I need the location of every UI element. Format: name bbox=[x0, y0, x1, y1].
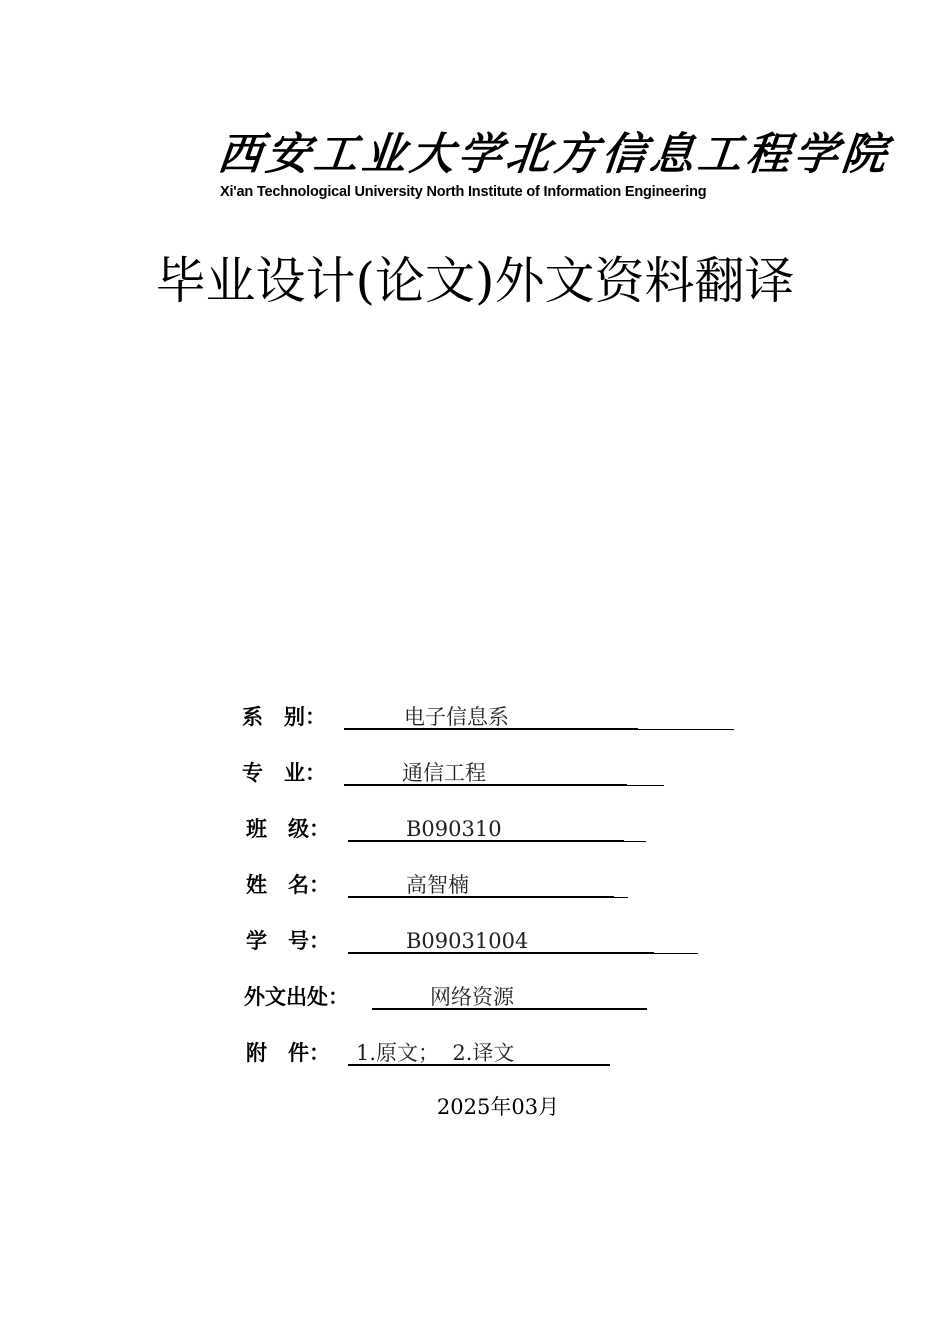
field-value-class: B090310 bbox=[406, 817, 502, 841]
field-underline-department bbox=[344, 728, 638, 730]
field-value-student-id: B09031004 bbox=[406, 929, 529, 953]
document-title: 毕业设计(论文)外文资料翻译 bbox=[155, 252, 795, 310]
field-row-source bbox=[244, 981, 744, 1013]
field-label-major: 专 业： bbox=[242, 761, 326, 785]
field-row-major bbox=[242, 757, 742, 789]
logo-english-text: Xi'an Technological University North Institute of Information Engineering bbox=[220, 184, 707, 200]
field-label-department: 系 别： bbox=[242, 705, 326, 729]
field-underline-extension-major bbox=[627, 785, 664, 786]
field-underline-extension-class bbox=[624, 841, 646, 842]
field-label-class: 班 级： bbox=[246, 817, 330, 841]
field-underline-class bbox=[348, 840, 624, 842]
field-value-department: 电子信息系 bbox=[404, 705, 509, 729]
field-row-department bbox=[242, 701, 742, 733]
field-row-name bbox=[246, 869, 746, 901]
field-label-attachment: 附 件： bbox=[246, 1041, 330, 1065]
document-date: 2025年03月 bbox=[436, 1095, 560, 1119]
field-value-name: 高智楠 bbox=[406, 873, 469, 897]
field-underline-name bbox=[348, 896, 614, 898]
field-underline-major bbox=[344, 784, 627, 786]
field-value-major: 通信工程 bbox=[402, 761, 486, 785]
field-underline-student-id bbox=[348, 952, 654, 954]
field-label-name: 姓 名： bbox=[246, 873, 330, 897]
field-underline-extension-student-id bbox=[654, 953, 698, 954]
field-label-student-id: 学 号： bbox=[246, 929, 330, 953]
field-underline-extension-department bbox=[638, 729, 734, 730]
field-underline-source bbox=[372, 1008, 647, 1010]
logo-calligraphy-text: 西安工业大学北方信息工程学院 bbox=[215, 129, 893, 180]
field-value-attachment: 1.原文； 2.译文 bbox=[356, 1041, 515, 1065]
school-logo bbox=[215, 128, 893, 204]
field-value-source: 网络资源 bbox=[430, 985, 514, 1009]
field-underline-attachment bbox=[348, 1064, 610, 1066]
field-underline-extension-name bbox=[614, 897, 628, 898]
field-row-class bbox=[246, 813, 746, 845]
field-row-attachment bbox=[246, 1037, 746, 1069]
field-row-student-id bbox=[246, 925, 746, 957]
field-label-source: 外文出处： bbox=[244, 985, 349, 1009]
